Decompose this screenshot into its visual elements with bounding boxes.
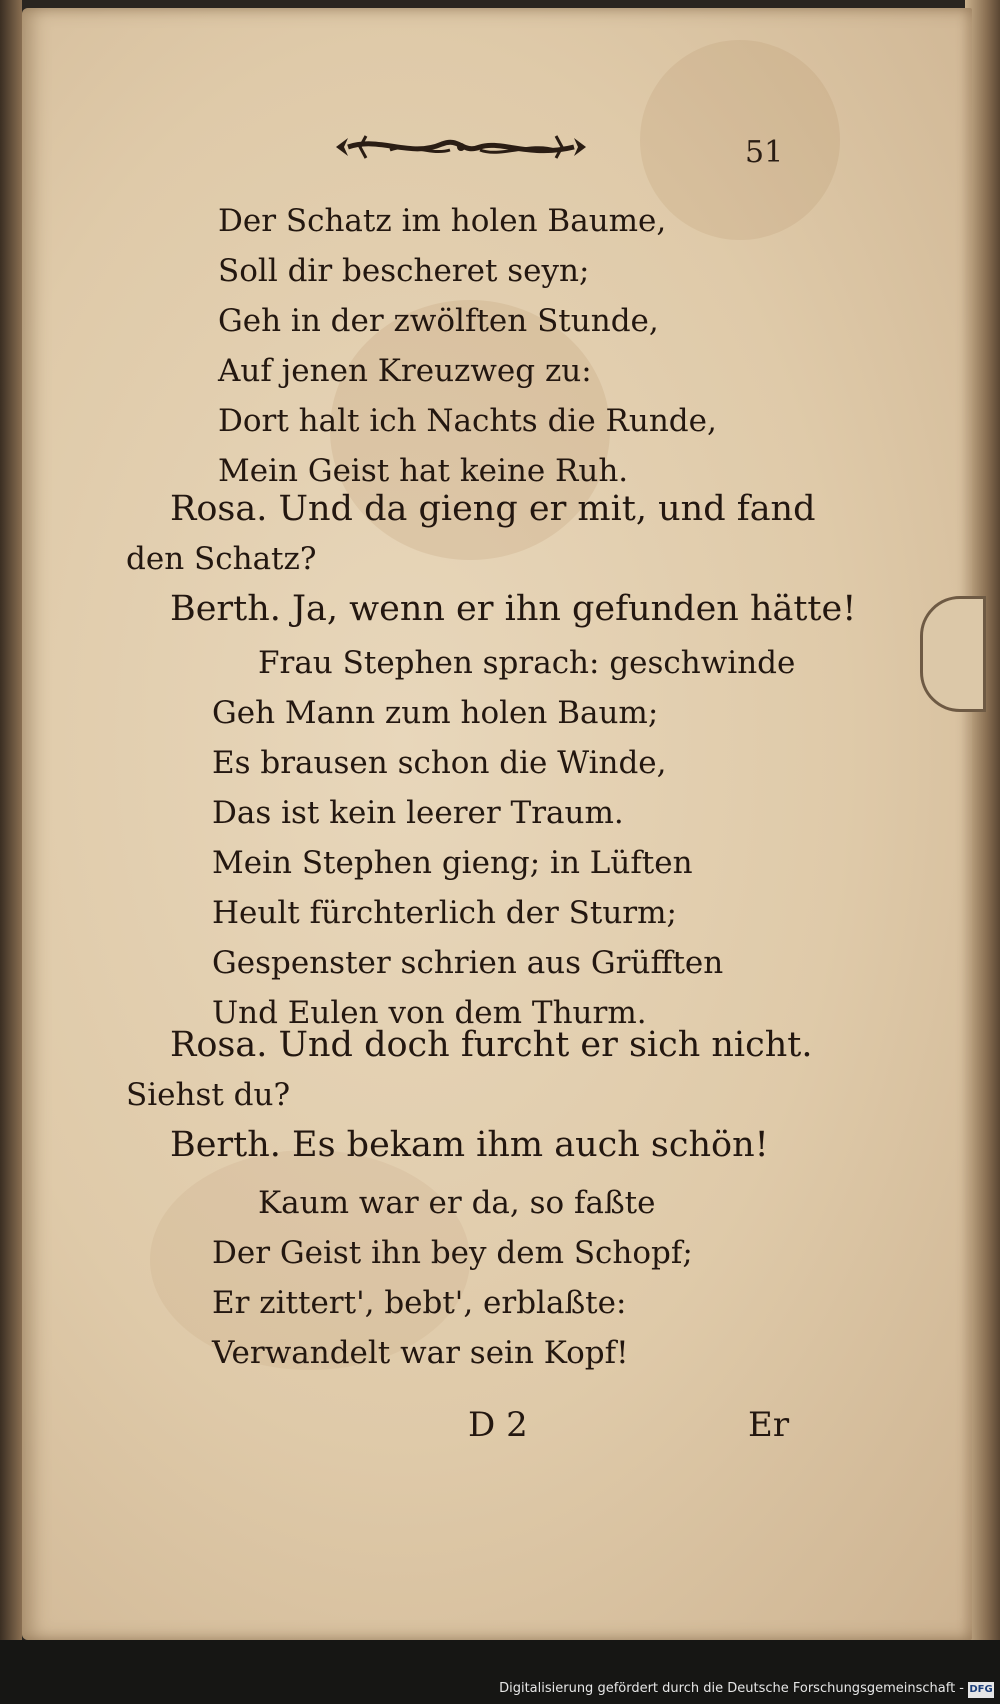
stanza-2	[212, 638, 795, 1038]
catchword: Er	[748, 1405, 790, 1445]
verse-line: Der Schatz im holen Baume,	[218, 203, 667, 239]
dfg-logo-icon: DFG	[968, 1682, 994, 1698]
verse-line: Heult fürchterlich der Sturm;	[212, 895, 677, 931]
verse-line: Mein Geist hat keine Ruh.	[218, 453, 629, 489]
verse-line: Soll dir bescheret seyn;	[218, 253, 590, 289]
verse-line: Gespenster schrien aus Grüfften	[212, 945, 724, 981]
binding-edge	[0, 0, 22, 1640]
verse-line: Kaum war er da, so faßte	[258, 1185, 656, 1221]
verse-line: Geh Mann zum holen Baum;	[212, 695, 659, 731]
page-number: 51	[745, 135, 784, 170]
verse-line: Er zittert', bebt', erblaßte:	[212, 1285, 627, 1321]
dialog-block-2	[126, 1020, 812, 1170]
credit-bar	[0, 1640, 1000, 1704]
dialog-line: Rosa. Und doch furcht er sich nicht.	[170, 1025, 813, 1065]
verse-line: Auf jenen Kreuzweg zu:	[218, 353, 592, 389]
dialog-line: Rosa. Und da gieng er mit, und fand	[170, 489, 816, 529]
credit-text: Digitalisierung gefördert durch die Deutsche Forschungsgemeinschaft -	[499, 1681, 964, 1696]
dialog-block-1	[126, 484, 856, 634]
verse-line: Und Eulen von dem Thurm.	[212, 995, 647, 1031]
stanza-3	[212, 1178, 693, 1378]
printer-ornament-icon	[330, 128, 592, 166]
dialog-line: Berth. Es bekam ihm auch schön!	[170, 1125, 769, 1165]
verse-line: Geh in der zwölften Stunde,	[218, 303, 659, 339]
dialog-line: Siehst du?	[126, 1077, 291, 1113]
verse-line: Das ist kein leerer Traum.	[212, 795, 624, 831]
dialog-line: den Schatz?	[126, 541, 317, 577]
verse-line: Verwandelt war sein Kopf!	[212, 1335, 629, 1371]
signature-mark: D 2	[468, 1405, 528, 1445]
verse-line: Der Geist ihn bey dem Schopf;	[212, 1235, 693, 1271]
stanza-1	[218, 196, 717, 496]
verse-line: Es brausen schon die Winde,	[212, 745, 667, 781]
verse-line: Dort halt ich Nachts die Runde,	[218, 403, 717, 439]
verse-line: Mein Stephen gieng; in Lüften	[212, 845, 693, 881]
page-tab-marker	[920, 596, 986, 712]
verse-line: Frau Stephen sprach: geschwinde	[258, 645, 796, 681]
dialog-line: Berth. Ja, wenn er ihn gefunden hätte!	[170, 589, 857, 629]
